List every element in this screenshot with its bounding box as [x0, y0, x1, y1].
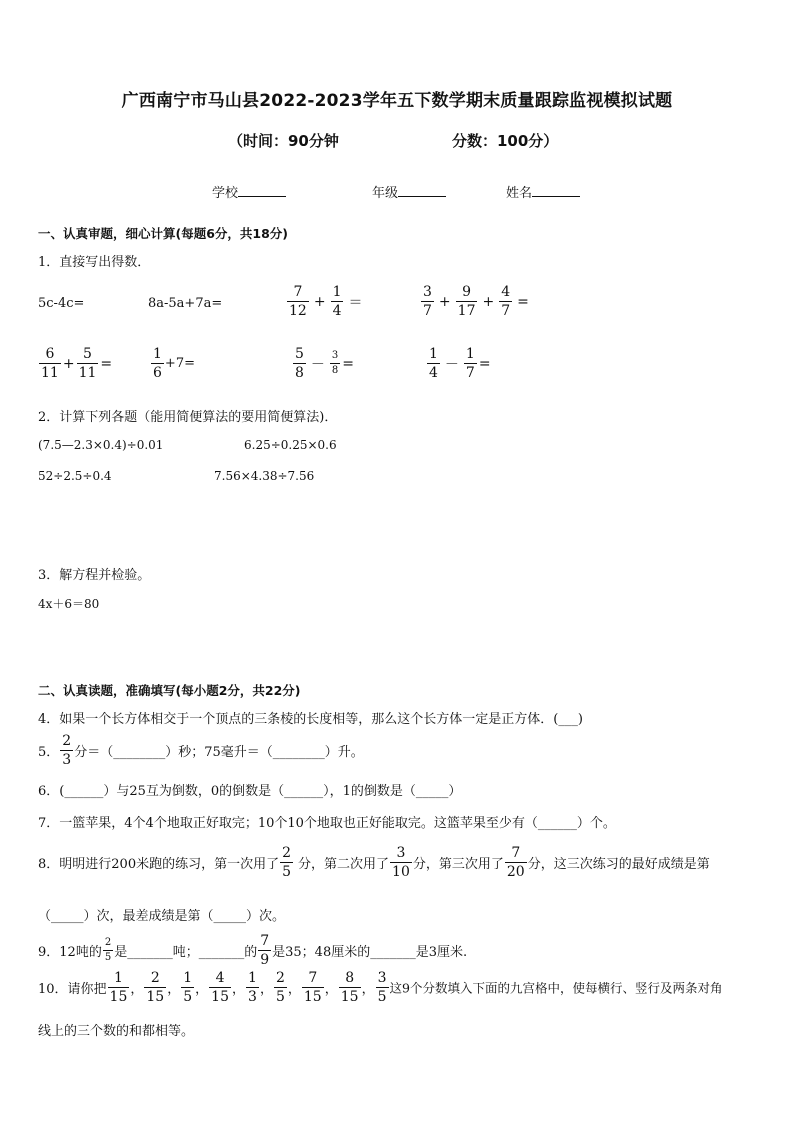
question-4: 4．如果一个长方体相交于一个顶点的三条棱的长度相等，那么这个长方体一定是正方体．(___) — [38, 712, 583, 727]
equation-3: 4x＋6＝80 — [38, 597, 100, 611]
calc-q2-2: 6.25÷0.25×0.6 — [244, 438, 337, 452]
question-8-line2: （_____）次，最差成绩是第（_____）次。 — [38, 909, 286, 924]
section1-heading: 一、认真审题，细心计算(每题6分，共18分) — [38, 226, 289, 241]
question-7: 7．一篮苹果，4个4个地取正好取完；10个10个地取也正好能取完。这篮苹果至少有（______）个。 — [38, 816, 616, 831]
school-label: 学校 — [212, 186, 239, 201]
school-field[interactable] — [212, 182, 286, 201]
question-9: 9．12吨的 $\frac{2}{5}$ 是_______吨；_______的 $\frac{7}{9}$ 是35；48厘米的_______是3厘米. — [38, 933, 468, 968]
name-field[interactable] — [506, 182, 580, 201]
question-10: 10．请你把 $\frac{1}{15}$ ， $\frac{2}{15}$ ， $\frac{1}{5}$ ， $\frac{4}{15}$ ， $\frac{1}{3}$ ， $\frac{2}{5}$ ， $\frac{7}{15}$ ， $\frac{8}{15}$ ， $\frac{3}{5}$ 这9个分数填入下面的九宫格中，使每横行、竖行及两条对角 — [38, 970, 723, 1005]
calc-q2-3: 52÷2.5÷0.4 — [38, 469, 112, 483]
exam-time: （时间：90分钟 — [228, 132, 339, 150]
grade-label: 年级 — [372, 186, 399, 201]
grade-field[interactable] — [372, 182, 446, 201]
calc-2c: $\frac{5}{8}$ － $\frac{3}{8}$ = — [295, 346, 355, 381]
name-blank[interactable] — [532, 184, 580, 197]
question-1: 1．直接写出得数． — [38, 255, 151, 270]
question-10-line2: 线上的三个数的和都相等。 — [38, 1024, 195, 1039]
calc-1b: 8a-5a+7a= — [148, 296, 223, 311]
calc-1c: $\frac{7}{12}$ + $\frac{1}{4}$ ＝ — [289, 284, 363, 319]
calc-1d: $\frac{3}{7}$ + $\frac{9}{17}$ + $\frac{4}{7}$ = — [423, 284, 529, 319]
question-8: 8．明明进行200米跑的练习，第一次用了 $\frac{2}{5}$ 分，第二次用了 $\frac{3}{10}$ 分，第三次用了 $\frac{7}{20}$ 分，这三次练习的最好成绩是第 — [38, 845, 710, 880]
calc-2b: $\frac{1}{6}$ +7= — [153, 346, 195, 381]
calc-q2-4: 7.56×4.38÷7.56 — [214, 469, 315, 483]
question-2: 2．计算下列各题（能用简便算法的要用简便算法)． — [38, 410, 338, 425]
name-label: 姓名 — [506, 186, 533, 201]
exam-score: 分数：100分） — [452, 132, 559, 150]
question-3: 3．解方程并检验。 — [38, 568, 151, 583]
school-blank[interactable] — [238, 184, 286, 197]
section2-heading: 二、认真读题，准确填写(每小题2分，共22分) — [38, 683, 301, 698]
calc-1a: 5c-4c= — [38, 296, 85, 311]
grade-blank[interactable] — [398, 184, 446, 197]
calc-q2-1: (7.5—2.3×0.4)÷0.01 — [38, 438, 164, 452]
question-5: 5． $\frac{2}{3}$ 分＝（________）秒；75毫升＝（________）升。 — [38, 733, 364, 768]
calc-2d: $\frac{1}{4}$ － $\frac{1}{7}$ = — [429, 346, 491, 381]
question-6: 6．(______）与25互为倒数，0的倒数是（______），1的倒数是（_____） — [38, 784, 462, 799]
exam-title: 广西南宁市马山县2022-2023学年五下数学期末质量跟踪监视模拟试题 — [121, 91, 673, 111]
calc-2a: $\frac{6}{11}$ + $\frac{5}{11}$ = — [41, 346, 113, 381]
